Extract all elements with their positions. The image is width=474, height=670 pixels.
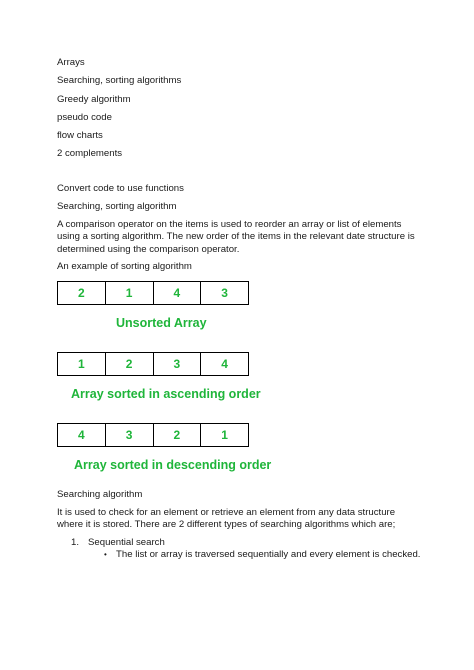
topic-arrays: Arrays (57, 57, 85, 68)
topic-searching-sorting: Searching, sorting algorithms (57, 75, 182, 86)
unsorted-array (57, 281, 249, 305)
search-heading: Searching algorithm (57, 489, 143, 500)
array-cell: 1 (58, 353, 106, 375)
sort-description: A comparison operator on the items is used to reorder an array or list of elements using a sorting algorithm. The new order of the items in the relevant date structure is determined using the comparison operator. (57, 219, 415, 255)
array-cell: 4 (154, 282, 202, 304)
search-description: It is used to check for an element or retrieve an element from any data structure where it is stored. There are 2 different types of searching algorithms which are; (57, 507, 396, 531)
array-cell: 1 (221, 428, 228, 442)
descending-caption: Array sorted in descending order (74, 458, 272, 472)
array-cell: 4 (221, 357, 228, 371)
topic-greedy: Greedy algorithm (57, 94, 131, 105)
topic-2-complements: 2 complements (57, 148, 123, 159)
list-subitem: The list or array is traversed sequentially and every element is checked. (116, 549, 421, 560)
array-cell: 3 (221, 286, 228, 300)
topic-pseudo-code: pseudo code (57, 112, 112, 123)
example-line: An example of sorting algorithm (57, 261, 192, 272)
list-item-sequential: Sequential search (88, 537, 165, 548)
ascending-caption: Array sorted in ascending order (71, 387, 261, 401)
descending-array (57, 423, 249, 447)
list-number: 1. (71, 537, 80, 548)
array-cell: 1 (106, 282, 154, 304)
array-cell: 4 (58, 424, 106, 446)
array-cell: 3 (106, 424, 154, 446)
convert-line: Convert code to use functions (57, 183, 184, 194)
array-cell: 2 (106, 353, 154, 375)
array-cell: 3 (154, 353, 202, 375)
ascending-array (57, 352, 249, 376)
bullet-icon: • (104, 550, 107, 559)
array-cell: 2 (58, 282, 106, 304)
array-cell: 2 (154, 424, 202, 446)
sort-heading: Searching, sorting algorithm (57, 201, 177, 212)
unsorted-caption: Unsorted Array (116, 316, 207, 330)
topic-flow-charts: flow charts (57, 130, 103, 141)
